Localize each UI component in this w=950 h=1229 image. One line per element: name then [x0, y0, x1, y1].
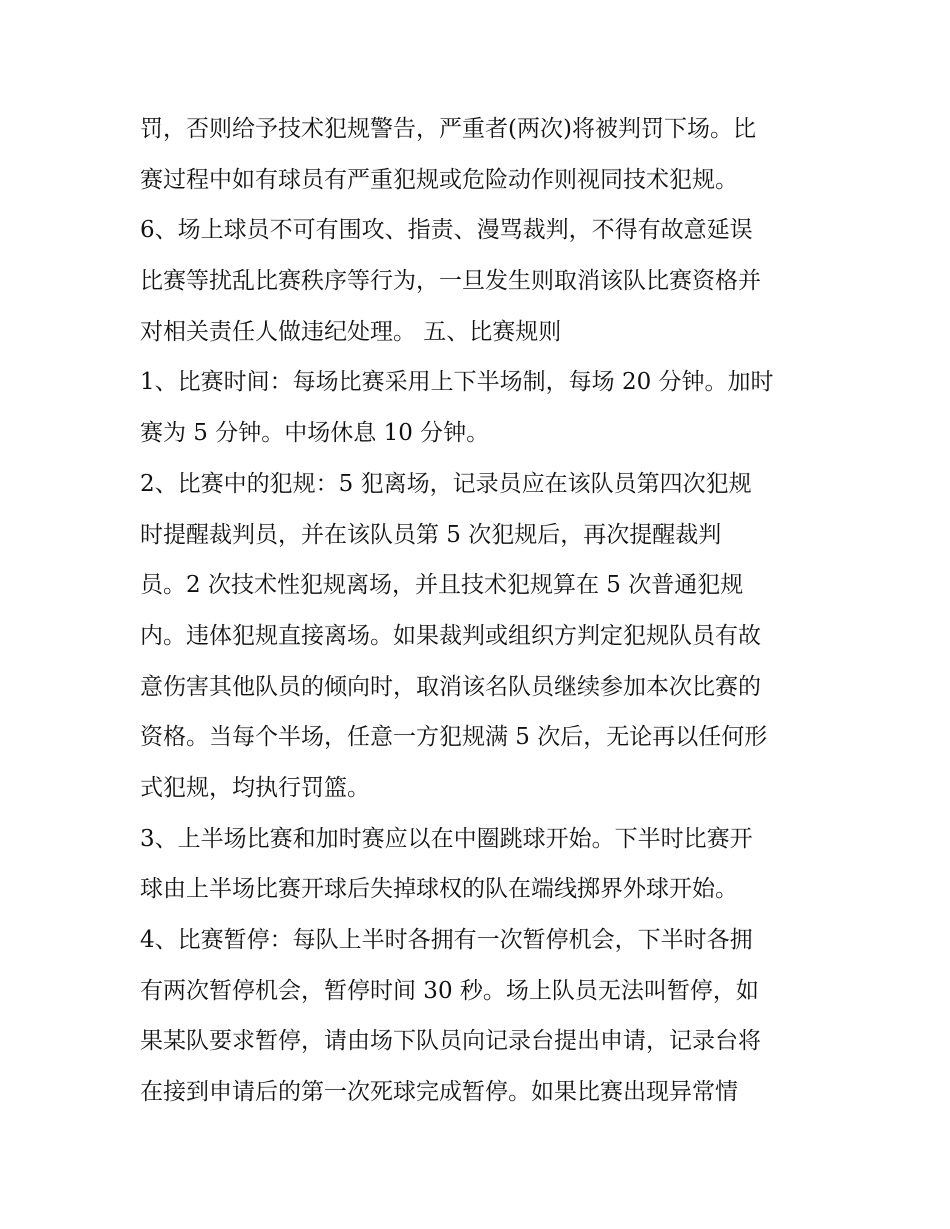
text-line: 比赛等扰乱比赛秩序等行为，一旦发生则取消该队比赛资格并: [140, 268, 761, 295]
text-line: 果某队要求暂停，请由场下队员向记录台提出申请，记录台将: [140, 1028, 761, 1055]
text-line: 4、比赛暂停：每队上半时各拥有一次暂停机会，下半时各拥: [140, 927, 753, 953]
text-line: 1、比赛时间：每场比赛采用上下半场制，每场 20 分钟。加时: [140, 369, 774, 396]
text-line: 资格。当每个半场，任意一方犯规满 5 次后，无论再以任何形: [140, 724, 768, 751]
document-body: [140, 104, 830, 1118]
text-line: 时提醒裁判员，并在该队员第 5 次犯规后，再次提醒裁判: [140, 521, 722, 548]
text-line: 3、上半场比赛和加时赛应以在中圈跳球开始。下半时比赛开: [140, 825, 753, 852]
text-line: 2、比赛中的犯规：5 犯离场，记录员应在该队员第四次犯规: [140, 470, 752, 497]
text-line: 内。违体犯规直接离场。如果裁判或组织方判定犯规队员有故: [140, 622, 761, 649]
text-line: 赛过程中如有球员有严重犯规或危险动作则视同技术犯规。: [140, 166, 738, 193]
text-line: 意伤害其他队员的倾向时，取消该名队员继续参加本次比赛的: [140, 673, 761, 700]
text-line: 罚，否则给予技术犯规警告，严重者(两次)将被判罚下场。比: [140, 116, 756, 142]
text-line: 有两次暂停机会，暂停时间 30 秒。场上队员无法叫暂停，如: [140, 977, 759, 1004]
text-line: 6、场上球员不可有围攻、指责、漫骂裁判，不得有故意延误: [140, 217, 753, 244]
text-line: 对相关责任人做违纪处理。 五、比赛规则: [140, 318, 562, 345]
text-line: 式犯规，均执行罚篮。: [140, 774, 370, 801]
text-line: 员。2 次技术性犯规离场，并且技术犯规算在 5 次普通犯规: [140, 572, 744, 599]
text-line: 赛为 5 分钟。中场休息 10 分钟。: [140, 420, 490, 447]
text-line: 在接到申请后的第一次死球完成暂停。如果比赛出现异常情: [140, 1079, 738, 1106]
text-line: 球由上半场比赛开球后失掉球权的队在端线掷界外球开始。: [140, 876, 738, 903]
